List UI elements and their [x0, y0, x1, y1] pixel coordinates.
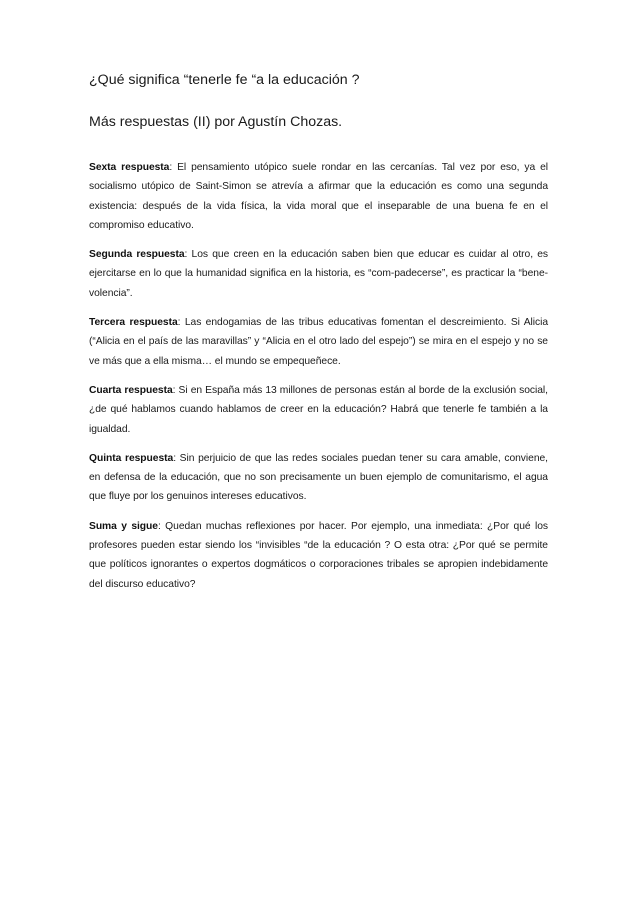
paragraph-tercera-respuesta — [89, 313, 548, 371]
paragraph-text: : El pensamiento utópico suele rondar en las cercanías. Tal vez por eso, ya el socialismo utópico de Saint-Simon se atrevía a afirmar que la educación es como una segunda existencia: después de la vida física, la vida moral que el inseparable de una buena fe en el compromiso educativo. — [89, 162, 548, 231]
paragraph-label: Quinta respuesta — [89, 452, 174, 464]
document-body — [89, 158, 548, 604]
paragraph-text: : Si en España más 13 millones de personas están al borde de la exclusión social, ¿de qué hablamos cuando hablamos de creer en la educación? Habrá que tenerle fe también a la igualdad. — [89, 384, 548, 435]
paragraph-segunda-respuesta — [89, 245, 548, 303]
document-subtitle: Más respuestas (II) por Agustín Chozas. — [89, 114, 343, 130]
paragraph-label: Segunda respuesta — [89, 249, 185, 261]
paragraph-label: Cuarta respuesta — [89, 384, 173, 396]
paragraph-label: Sexta respuesta — [89, 162, 170, 173]
paragraph-label: Tercera respuesta — [89, 317, 178, 329]
paragraph-suma-y-sigue — [89, 517, 548, 594]
paragraph-text: : Quedan muchas reflexiones por hacer. Por ejemplo, una inmediata: ¿Por qué los profesores pueden estar siendo los “invisibles “de la educación ? O esta otra: ¿Por qué se permite que políticos ignorantes o expertos dogmáticos o corporaciones tribales se apropien indebidamente del discurso educativo? — [89, 520, 548, 590]
paragraph-sexta-respuesta — [89, 158, 548, 235]
paragraph-cuarta-respuesta — [89, 381, 548, 439]
paragraph-label: Suma y sigue — [89, 520, 158, 532]
paragraph-text: : Sin perjuicio de que las redes sociales puedan tener su cara amable, conviene, en defensa de la educación, que no son precisamente un buen ejemplo de comunitarismo, el agua que fluye por los genuinos intereses educativos. — [89, 452, 548, 503]
paragraph-quinta-respuesta — [89, 449, 548, 507]
paragraph-text: : Los que creen en la educación saben bien que educar es cuidar al otro, es ejercitarse en lo que la humanidad significa en la historia, es “com-padecerse”, es practicar la “bene-volencia”. — [89, 249, 549, 299]
paragraph-text: : Las endogamias de las tribus educativas fomentan el descreimiento. Si Alicia (“Alicia en el país de las maravillas” y “Alicia en el otro lado del espejo”) se mira en el espejo y no se ve más que a ella misma… el mundo se empequeñece. — [89, 317, 548, 367]
document-title: ¿Qué significa “tenerle fe “a la educación ? — [89, 72, 360, 88]
